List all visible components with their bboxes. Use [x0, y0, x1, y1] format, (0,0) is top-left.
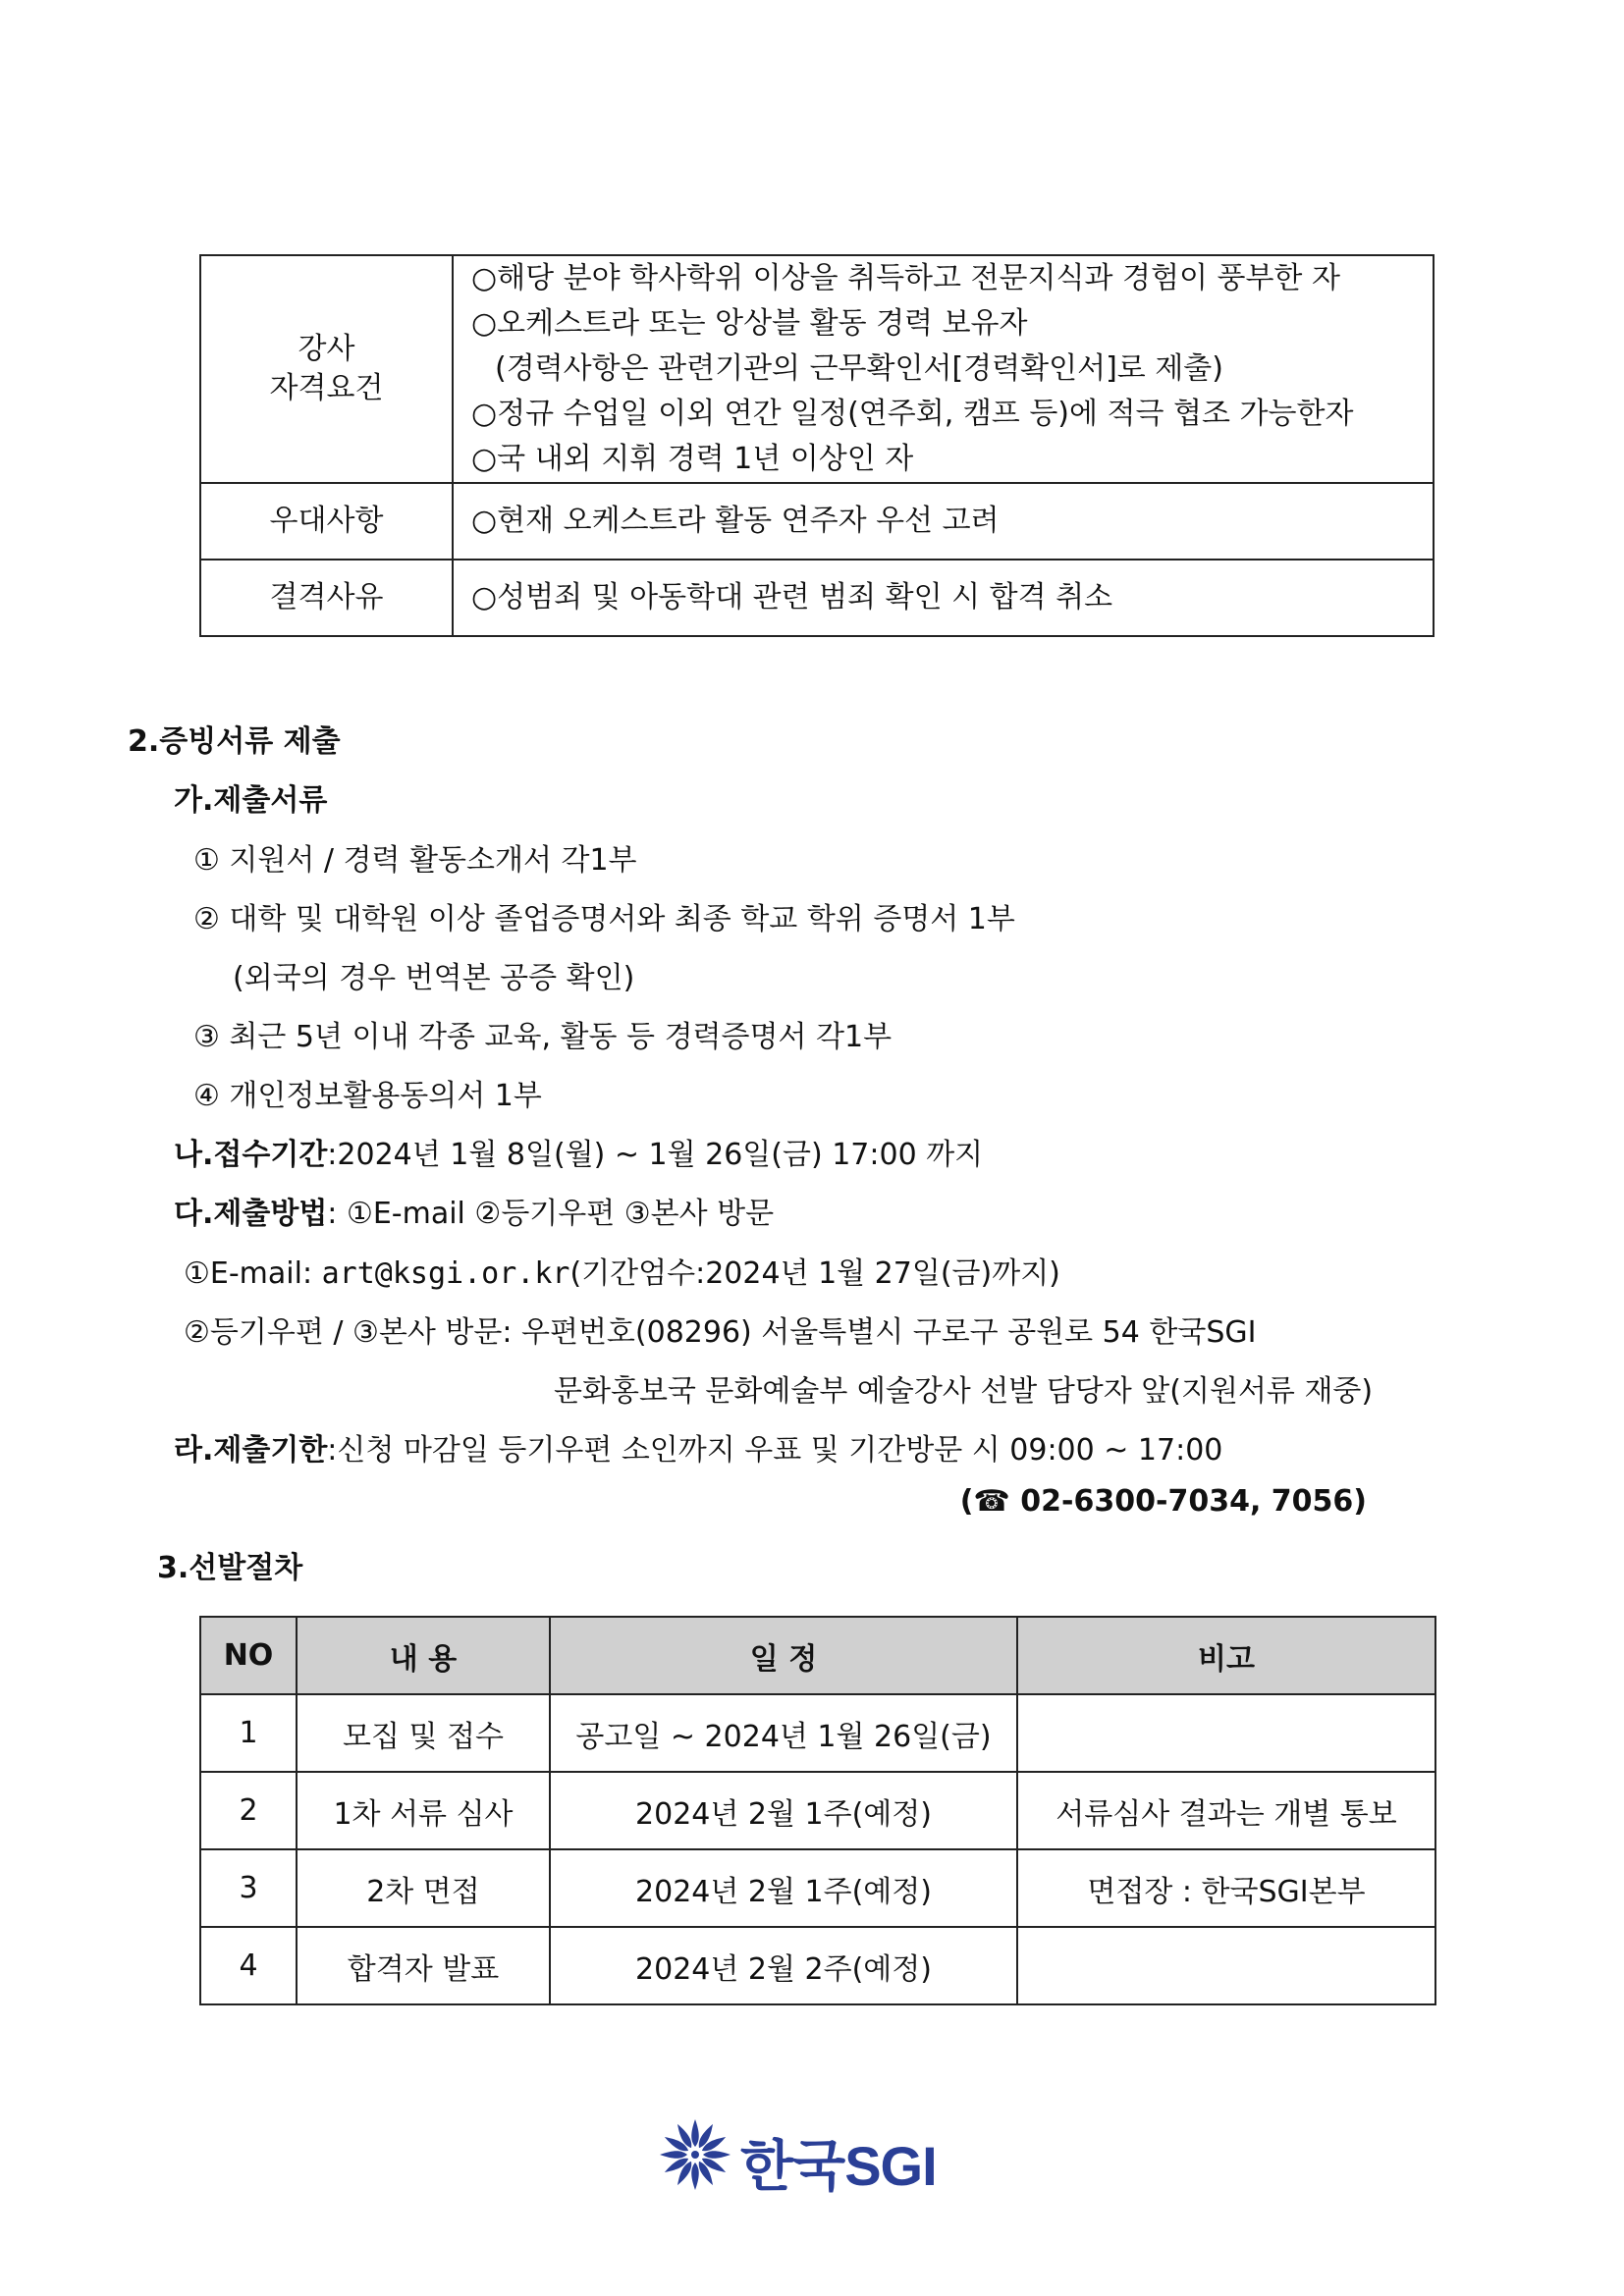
requirement-item: ○해당 분야 학사학위 이상을 취득하고 전문지식과 경험이 풍부한 자	[471, 261, 1340, 295]
disqualification-item: ○성범죄 및 아동학대 관련 범죄 확인 시 합격 취소	[471, 580, 1113, 614]
preference-row	[200, 483, 1434, 560]
row-body	[453, 560, 1434, 636]
selection-schedule-table	[199, 1616, 1436, 2005]
section-heading: 2.증빙서류 제출	[128, 724, 341, 759]
submission-deadline-text: :신청 마감일 등기우편 소인까지 우표 및 기간방문 시 09:00 ~ 17:00	[327, 1433, 1223, 1468]
row-label-line: 결격사유	[269, 580, 384, 614]
disqualification-row	[200, 560, 1434, 636]
table-cell: 면접장 : 한국SGI본부	[1017, 1849, 1435, 1927]
row-label-line: 자격요건	[269, 371, 384, 405]
table-cell: 모집 및 접수	[297, 1694, 550, 1772]
document-list-item: ② 대학 및 대학원 이상 졸업증명서와 최종 학교 학위 증명서 1부	[193, 902, 1015, 936]
table-cell: 3	[200, 1849, 297, 1927]
table-cell: 4	[200, 1927, 297, 2004]
table-cell: 2024년 2월 1주(예정)	[550, 1849, 1017, 1927]
table-header-row	[200, 1617, 1435, 1694]
row-label	[200, 483, 453, 560]
sgi-logo	[656, 2115, 941, 2197]
subsection-heading: 가.제출서류	[174, 783, 328, 818]
table-cell: 2024년 2월 1주(예정)	[550, 1772, 1017, 1849]
table-cell: 1	[200, 1694, 297, 1772]
reception-period	[174, 1130, 983, 1173]
column-header: 내 용	[297, 1617, 550, 1694]
table-cell: 2024년 2월 2주(예정)	[550, 1927, 1017, 2004]
submission-method	[174, 1189, 774, 1232]
document-list-item: ③ 최근 5년 이내 각종 교육, 활동 등 경력증명서 각1부	[193, 1020, 893, 1054]
requirement-item: ○정규 수업일 이외 연간 일정(연주회, 캠프 등)에 적극 협조 가능한자	[471, 397, 1354, 431]
email-line	[184, 1249, 1060, 1292]
preference-item: ○현재 오케스트라 활동 연주자 우선 고려	[471, 504, 1000, 538]
table-cell: 서류심사 결과는 개별 통보	[1017, 1772, 1435, 1849]
row-label	[200, 255, 453, 483]
table-cell: 공고일 ~ 2024년 1월 26일(금)	[550, 1694, 1017, 1772]
table-row	[200, 1694, 1435, 1772]
section-heading: 3.선발절차	[157, 1551, 303, 1585]
qualification-row	[200, 255, 1434, 483]
qualification-table	[199, 254, 1435, 637]
reception-period-text: :2024년 1월 8일(월) ~ 1월 26일(금) 17:00 까지	[327, 1138, 984, 1172]
table-row	[200, 1772, 1435, 1849]
row-label	[200, 560, 453, 636]
row-label-line: 강사	[298, 332, 355, 366]
requirement-item: (경력사항은 관련기관의 근무확인서[경력확인서]로 제출)	[495, 351, 1223, 386]
contact-phone: (☎ 02-6300-7034, 7056)	[959, 1484, 1367, 1519]
submission-deadline-label: 라.제출기한	[174, 1433, 328, 1468]
document-list-item: ① 지원서 / 경력 활동소개서 각1부	[193, 843, 637, 878]
email-deadline: (기간엄수:2024년 1월 27일(금)까지)	[569, 1256, 1060, 1291]
requirement-item: ○국 내외 지휘 경력 1년 이상인 자	[471, 442, 914, 476]
logo-text: 한국SGI	[740, 2135, 937, 2197]
table-cell	[1017, 1927, 1435, 2004]
reception-period-label: 나.접수기간	[174, 1138, 328, 1172]
email-prefix: ①E-mail:	[184, 1256, 322, 1291]
email-link[interactable]: art@ksgi.or.kr	[321, 1256, 570, 1291]
row-body	[453, 483, 1434, 560]
table-row	[200, 1849, 1435, 1927]
document-list-item: ④ 개인정보활용동의서 1부	[193, 1079, 542, 1113]
column-header: NO	[200, 1617, 297, 1694]
post-address-line: ②등기우편 / ③본사 방문: 우편번호(08296) 서울특별시 구로구 공원로 54 한국SGI	[184, 1315, 1257, 1350]
submission-method-text: : ①E-mail ②등기우편 ③본사 방문	[327, 1197, 775, 1231]
document-list-note: (외국의 경우 번역본 공증 확인)	[233, 961, 635, 995]
column-header: 일 정	[550, 1617, 1017, 1694]
table-cell	[1017, 1694, 1435, 1772]
table-cell: 합격자 발표	[297, 1927, 550, 2004]
table-row	[200, 1927, 1435, 2004]
table-cell: 2차 면접	[297, 1849, 550, 1927]
requirement-item: ○오케스트라 또는 앙상블 활동 경력 보유자	[471, 306, 1028, 341]
submission-method-label: 다.제출방법	[174, 1197, 328, 1231]
row-label-line: 우대사항	[269, 504, 384, 538]
row-body	[453, 255, 1434, 483]
column-header: 비고	[1017, 1617, 1435, 1694]
submission-deadline	[174, 1425, 1222, 1468]
table-cell: 2	[200, 1772, 297, 1849]
post-address-line: 문화홍보국 문화예술부 예술강사 선발 담당자 앞(지원서류 재중)	[554, 1374, 1374, 1409]
table-cell: 1차 서류 심사	[297, 1772, 550, 1849]
starburst-icon	[656, 2115, 734, 2194]
